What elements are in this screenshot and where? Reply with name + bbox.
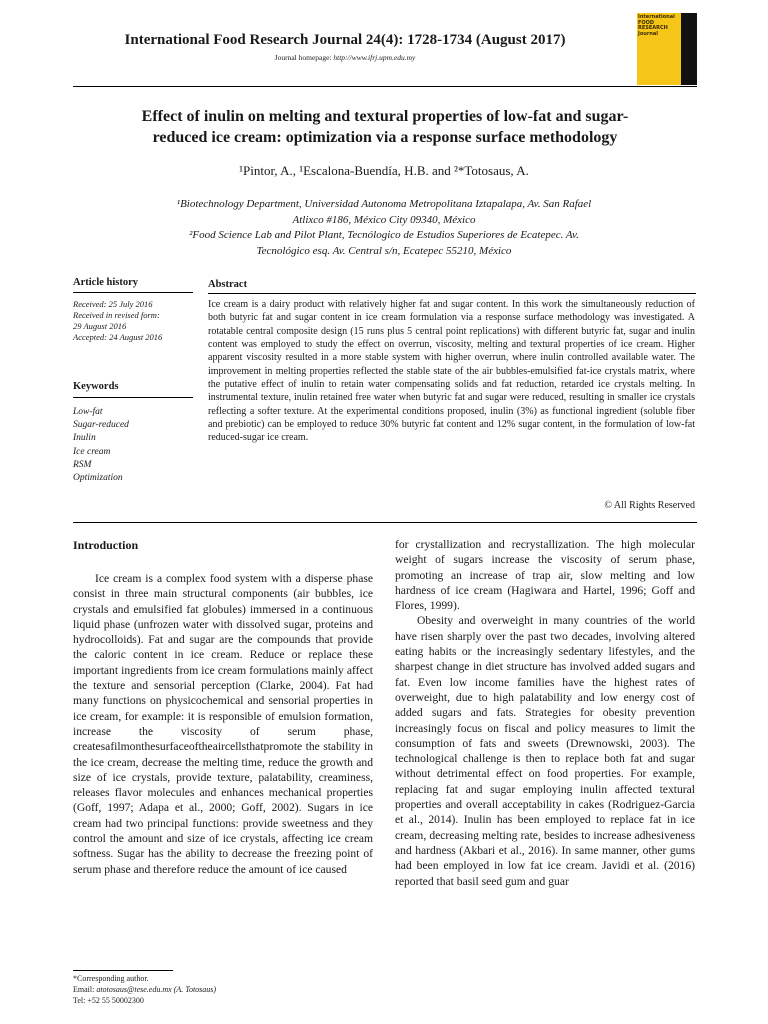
history-item: 29 August 2016 xyxy=(73,321,127,331)
history-item: Received: 25 July 2016 xyxy=(73,299,153,309)
keywords-divider xyxy=(73,397,193,398)
affiliation-line: Atlixco #186, México City 09340, México xyxy=(292,213,476,226)
telephone: Tel: +52 55 50002300 xyxy=(73,996,144,1005)
history-divider xyxy=(73,292,193,293)
header-divider xyxy=(73,86,697,87)
email-name: (A. Totosaus) xyxy=(173,985,217,994)
affiliations xyxy=(100,197,668,259)
keyword-item: Low-fat xyxy=(73,407,103,417)
intro-paragraph: Ice cream is a complex food system with a disperse phase consist in three main structural components (air bubbles, ice crystals and emulsified fat globules) immersed in a continuous liquid phase (unfrozen water with dissolved sugar, proteins and hydrocolloids). Fat and sugar are the compounds that provide the caloric content in ice cream. Reduce or replace these important ingredients from ice cream formulations mainly affect the texture and sensorial perception (Clarke, 2004). Fat had many functions on physicochemical and sensorial properties in ice cream, for example: it is responsible of emulsion formation, increase the viscosity of serum phase, createsafilmonthesurfaceoftheaircellsthatpromote the stability in the ice cream, decrease the melting time, reduce the growth and size of ice crystals, provide texture, palatability, creaminess, releases flavor molecules and enhances mechanical properties (Goff, 1997; Adapa et al., 2000; Goff, 2002). Sugars in ice cream had two principal functions: provide sweetness and they control the amount and size of ice crystals, affecting ice cream softness. Sugar has the ability to decrease the freezing point of serum phase and therefore reduce the amount of ice caused xyxy=(73,572,373,876)
paper-title-line-1: Effect of inulin on melting and textural properties of low-fat and sugar- xyxy=(141,108,629,125)
journal-title: International Food Research Journal 24(4): 1728-1734 (August 2017) xyxy=(124,32,566,48)
paper-title xyxy=(85,106,685,148)
intro-paragraph: Obesity and overweight in many countries of the world have risen sharply over the past two decades, involving altered eating habits or the increasingly sedentary lifestyles, and the sharpest change in diet structure has involved added sugars and fat. Even low income families have the highest rates of overweight, due to high palatability and low energy cost of added sugars and fats. Strategies for obesity prevention increasingly focus on fiscal and policy measures to limit the consumption of fats and sweets (Drewnowski, 2003). The technological challenge is then to replace both fat and sugar without detrimental effect on food properties. For example, replacing fat and sugar employing inulin affected textural properties and overall acceptability in cakes (Rodriguez-Garcia et al., 2014). Inulin has been employed to replace fat in ice cream, decreasing melting rate, besides to increase adhesiveness and hardness (Akbari et al., 2016). In same manner, other gums had been employed in low fat ice cream. Javidi et al. (2016) reported that basil seed gum and guar xyxy=(395,614,695,888)
journal-homepage xyxy=(0,53,690,62)
keywords-list xyxy=(73,406,198,485)
footnote-divider xyxy=(73,970,173,971)
keyword-item: Inulin xyxy=(73,433,96,444)
abstract-text: Ice cream is a dairy product with relatively higher fat and sugar content. In this work the simultaneously reduction of both butyric fat and sugar content in ice cream formulation via a response surface methodology was investigated. A rotatable central composite design (15 runs plus 5 central point replications) with different butyric fat, sugar and inulin content was employed to study the effect on overrun, viscosity, melting and textural properties of ice cream. Higher apparent viscosity resulted in a more stable system with higher overrun, where inulin controlled available water. The improvement in melting properties reflected the stable state of the air bubbles-emulsified fat-ice crystals matrix, where the putative effect of inulin to retain water compensating solids and fat reduction, retarded ice crystals melting. In instrumental texture, inulin retained free water when butyric fat and sugar were reduced, resulting in smaller ice crystals reflecting a softer texture. At the experimental conditions proposed, inulin (3%) as functional ingredient (soluble fiber and prebiotic) can be employed to reduce 30% butyric fat content and 12% sugar content, in the formulation of low-fat reduced-sugar ice cream. xyxy=(208,299,695,444)
affiliation-line: Tecnológico esq. Av. Central s/n, Ecatepec 55210, México xyxy=(256,244,512,257)
homepage-url[interactable]: http://www.ifrj.upm.edu.my xyxy=(333,53,416,62)
journal-logo xyxy=(637,13,697,85)
body-column-left xyxy=(73,571,373,877)
abstract-bottom-divider xyxy=(73,522,697,523)
keyword-item: Sugar-reduced xyxy=(73,420,129,431)
abstract-divider xyxy=(208,293,696,294)
logo-text: International FOOD RESEARCH Journal xyxy=(638,14,675,37)
affiliation-line: ²Food Science Lab and Pilot Plant, Tecnólogico de Estudios Superiores de Ecatepec. Av. xyxy=(189,229,579,241)
history-item: Received in revised form: xyxy=(73,310,160,320)
keyword-item: RSM xyxy=(73,459,92,470)
corresponding-author: *Corresponding author. xyxy=(73,974,149,983)
homepage-label: Journal homepage: xyxy=(274,53,332,62)
abstract-heading: Abstract xyxy=(208,279,248,290)
affiliation-line: ¹Biotechnology Department, Universidad Autonoma Metropolitana Iztapalapa, Av. San Rafael xyxy=(176,198,592,210)
email-address[interactable]: atotosaus@tese.edu.mx xyxy=(96,985,172,994)
authors: ¹Pintor, A., ¹Escalona-Buendía, H.B. and ²*Totosaus, A. xyxy=(239,163,529,178)
email-line xyxy=(73,984,373,995)
footnote xyxy=(73,973,373,1006)
introduction-heading: Introduction xyxy=(73,538,139,552)
keywords-heading: Keywords xyxy=(73,381,119,392)
intro-paragraph: for crystallization and recrystallization. The high molecular weight of sugars increase the viscosity of serum phase, promoting an increase of trap air, slow melting and low hardness of ice cream (Hagiwara and Hartel, 1996; Goff and Flores, 1999). xyxy=(395,538,695,613)
paper-title-line-2: reduced ice cream: optimization via a response surface methodology xyxy=(152,129,618,146)
article-history-list xyxy=(73,299,198,343)
history-item: Accepted: 24 August 2016 xyxy=(73,332,163,342)
article-history-heading: Article history xyxy=(73,277,139,288)
body-column-right xyxy=(395,537,695,889)
keyword-item: Optimization xyxy=(73,473,123,484)
keyword-item: Ice cream xyxy=(73,446,111,457)
email-label: Email: xyxy=(73,985,95,994)
copyright-notice: © All Rights Reserved xyxy=(604,500,695,511)
